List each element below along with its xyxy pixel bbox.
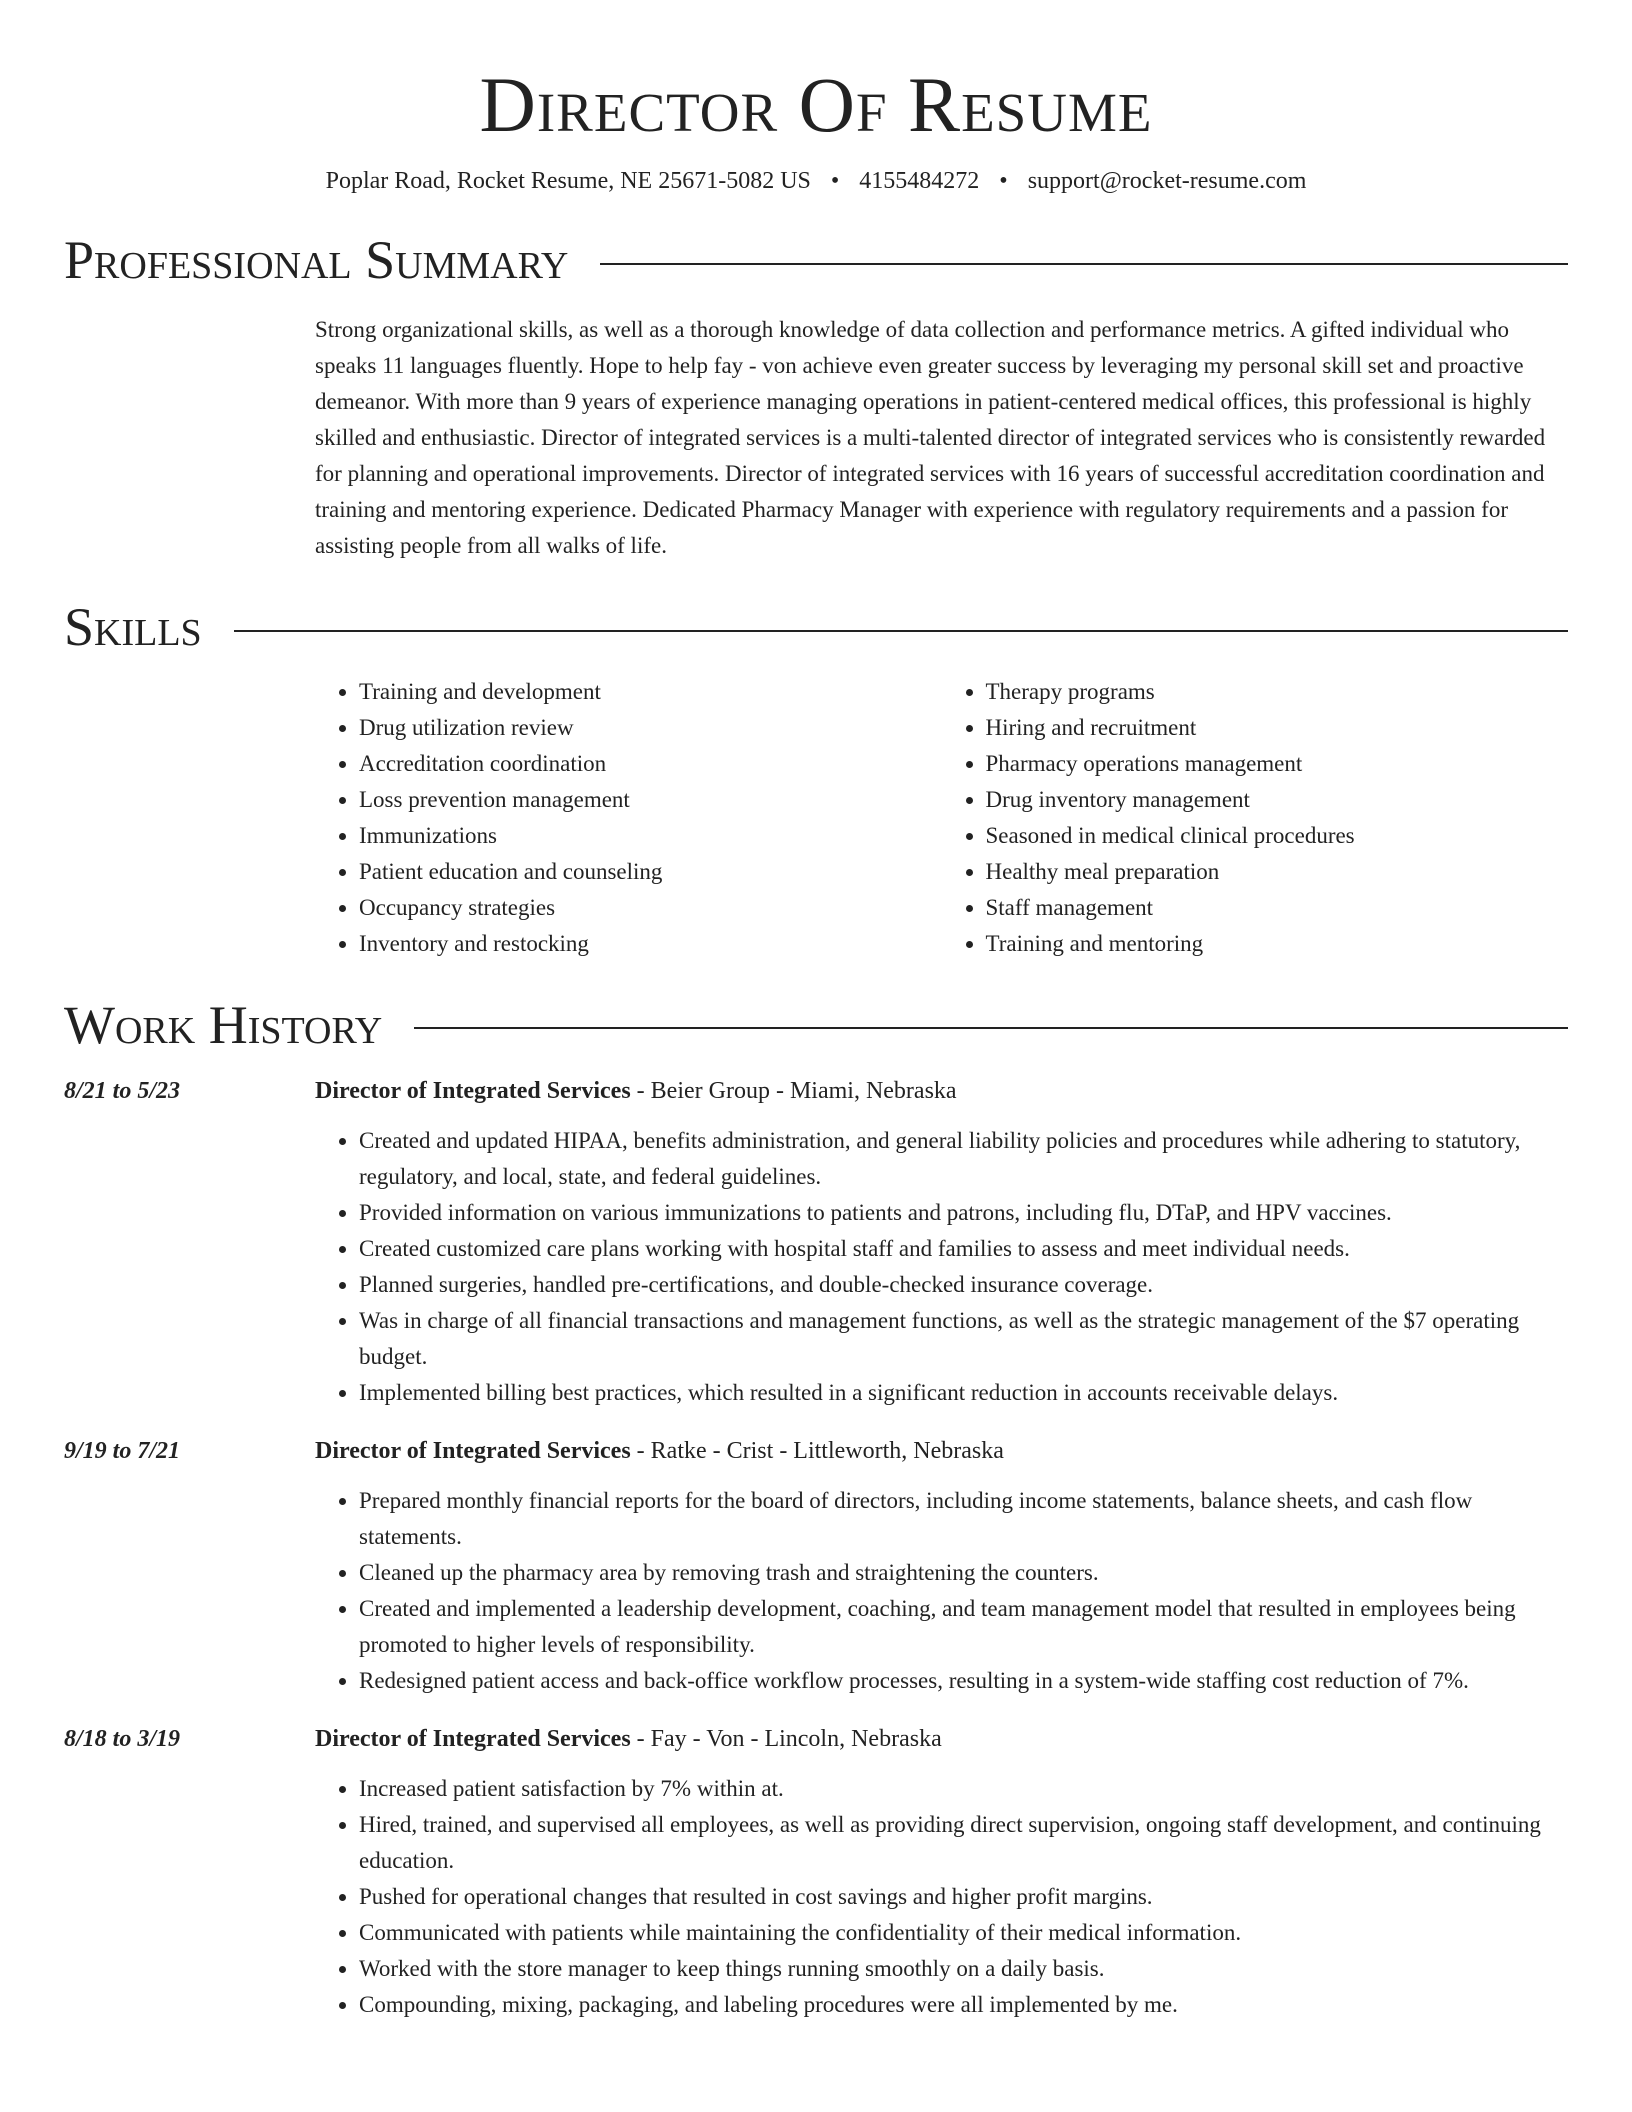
skill-item: • Accreditation coordination — [359, 746, 942, 782]
skill-item: • Training and mentoring — [986, 926, 1569, 962]
section-divider — [600, 263, 1568, 265]
job-company-location: - Ratke - Crist - Littleworth, Nebraska — [630, 1438, 1004, 1465]
job-bullet: • Provided information on various immunizations to patients and patrons, including flu, DTaP, and HPV vaccines. — [359, 1195, 1568, 1231]
skill-item: • Immunizations — [359, 818, 942, 854]
job-dates: 8/18 to 3/19 — [64, 1726, 181, 1753]
skills-heading: Skills — [64, 597, 202, 658]
contact-line — [64, 166, 1568, 197]
job-bullet: • Communicated with patients while maintaining the confidentiality of their medical information. — [359, 1915, 1568, 1951]
job-bullet: • Cleaned up the pharmacy area by removing trash and straightening the counters. — [359, 1555, 1568, 1591]
job-company-location: - Beier Group - Miami, Nebraska — [630, 1078, 957, 1105]
job-heading — [315, 1073, 1568, 1109]
job-bullet: • Compounding, mixing, packaging, and labeling procedures were all implemented by me. — [359, 1987, 1568, 2023]
job-title: Director of Integrated Services — [315, 1078, 631, 1105]
job-bullets — [315, 1771, 1568, 2023]
skill-item: • Patient education and counseling — [359, 854, 942, 890]
job-heading — [315, 1721, 1568, 1757]
job-bullet: • Created customized care plans working with hospital staff and families to assess and meet individual needs. — [359, 1231, 1568, 1267]
skill-item: • Staff management — [986, 890, 1569, 926]
skill-item: • Training and development — [359, 674, 942, 710]
work-section-header — [64, 996, 1568, 1055]
skill-item: • Hiring and recruitment — [986, 710, 1569, 746]
skill-item: • Pharmacy operations management — [986, 746, 1569, 782]
job-entry — [64, 1721, 1568, 2023]
job-bullets — [315, 1483, 1568, 1699]
job-title: Director of Integrated Services — [315, 1726, 631, 1753]
email: support@rocket-resume.com — [1027, 167, 1307, 194]
work-history-list — [64, 1073, 1568, 2023]
job-bullet: • Created and implemented a leadership development, coaching, and team management model that resulted in employees being promoted to higher levels of responsibility. — [359, 1591, 1568, 1663]
separator-dot: • — [830, 167, 840, 194]
job-company-location: - Fay - Von - Lincoln, Nebraska — [630, 1726, 942, 1753]
job-dates: 8/21 to 5/23 — [64, 1078, 181, 1105]
work-heading: Work History — [64, 994, 383, 1055]
separator-dot: • — [999, 167, 1008, 194]
job-bullet: • Pushed for operational changes that resulted in cost savings and higher profit margins. — [359, 1879, 1568, 1915]
skill-item: • Inventory and restocking — [359, 926, 942, 962]
skill-item: • Loss prevention management — [359, 782, 942, 818]
skill-item: • Seasoned in medical clinical procedures — [986, 818, 1569, 854]
job-bullet: • Prepared monthly financial reports for the board of directors, including income statements, balance sheets, and cash flow statements. — [359, 1483, 1568, 1555]
job-heading — [315, 1433, 1568, 1469]
job-bullet: • Planned surgeries, handled pre-certifications, and double-checked insurance coverage. — [359, 1267, 1568, 1303]
job-details — [315, 1721, 1568, 2023]
skill-item: • Drug inventory management — [986, 782, 1569, 818]
resume-page — [64, 0, 1568, 2023]
job-details — [315, 1433, 1568, 1699]
job-bullets — [315, 1123, 1568, 1411]
job-bullet: • Was in charge of all financial transactions and management functions, as well as the strategic management of the $7 operating budget. — [359, 1303, 1568, 1375]
candidate-name: Director Of Resume — [479, 61, 1153, 148]
address: Poplar Road, Rocket Resume, NE 25671-5082 US — [325, 167, 811, 194]
summary-text: Strong organizational skills, as well as a thorough knowledge of data collection and performance metrics. A gifted individual who speaks 11 languages fluently. Hope to help fay - von achieve even greater success by leveraging my personal skill set and proactive demeanor. With more than 9 years of experience managing operations in patient-centered medical offices, this professional is highly skilled and enthusiastic. Director of integrated services is a multi-talented director of integrated services who is consistently rewarded for planning and operational improvements. Director of integrated services with 16 years of successful accreditation coordination and training and mentoring experience. Dedicated Pharmacy Manager with experience with regulatory requirements and a passion for assisting people from all walks of life. — [315, 317, 1546, 559]
job-bullet: • Implemented billing best practices, which resulted in a significant reduction in accounts receivable delays. — [359, 1375, 1568, 1411]
skills-list — [315, 674, 1568, 962]
skills-column-left — [315, 674, 942, 962]
job-bullet: • Created and updated HIPAA, benefits administration, and general liability policies and procedures while adhering to statutory, regulatory, and local, state, and federal guidelines. — [359, 1123, 1568, 1195]
job-bullet: • Increased patient satisfaction by 7% within at. — [359, 1771, 1568, 1807]
section-divider — [414, 1027, 1568, 1029]
skills-section-header — [64, 598, 1568, 657]
job-entry — [64, 1433, 1568, 1699]
section-divider — [234, 630, 1568, 632]
job-bullet: • Redesigned patient access and back-office workflow processes, resulting in a system-wide staffing cost reduction of 7%. — [359, 1663, 1568, 1699]
skill-item: • Therapy programs — [986, 674, 1569, 710]
skill-item: • Drug utilization review — [359, 710, 942, 746]
skills-column-right — [942, 674, 1569, 962]
job-bullet: • Worked with the store manager to keep things running smoothly on a daily basis. — [359, 1951, 1568, 1987]
job-details — [315, 1073, 1568, 1411]
job-bullet: • Hired, trained, and supervised all employees, as well as providing direct supervision, ongoing staff development, and continuing education. — [359, 1807, 1568, 1879]
job-dates: 9/19 to 7/21 — [64, 1438, 181, 1465]
skill-item: • Healthy meal preparation — [986, 854, 1569, 890]
summary-heading: Professional Summary — [64, 229, 569, 290]
phone: 4155484272 — [859, 167, 980, 194]
summary-section-header — [64, 231, 1568, 290]
job-title: Director of Integrated Services — [315, 1438, 631, 1465]
skill-item: • Occupancy strategies — [359, 890, 942, 926]
job-entry — [64, 1073, 1568, 1411]
